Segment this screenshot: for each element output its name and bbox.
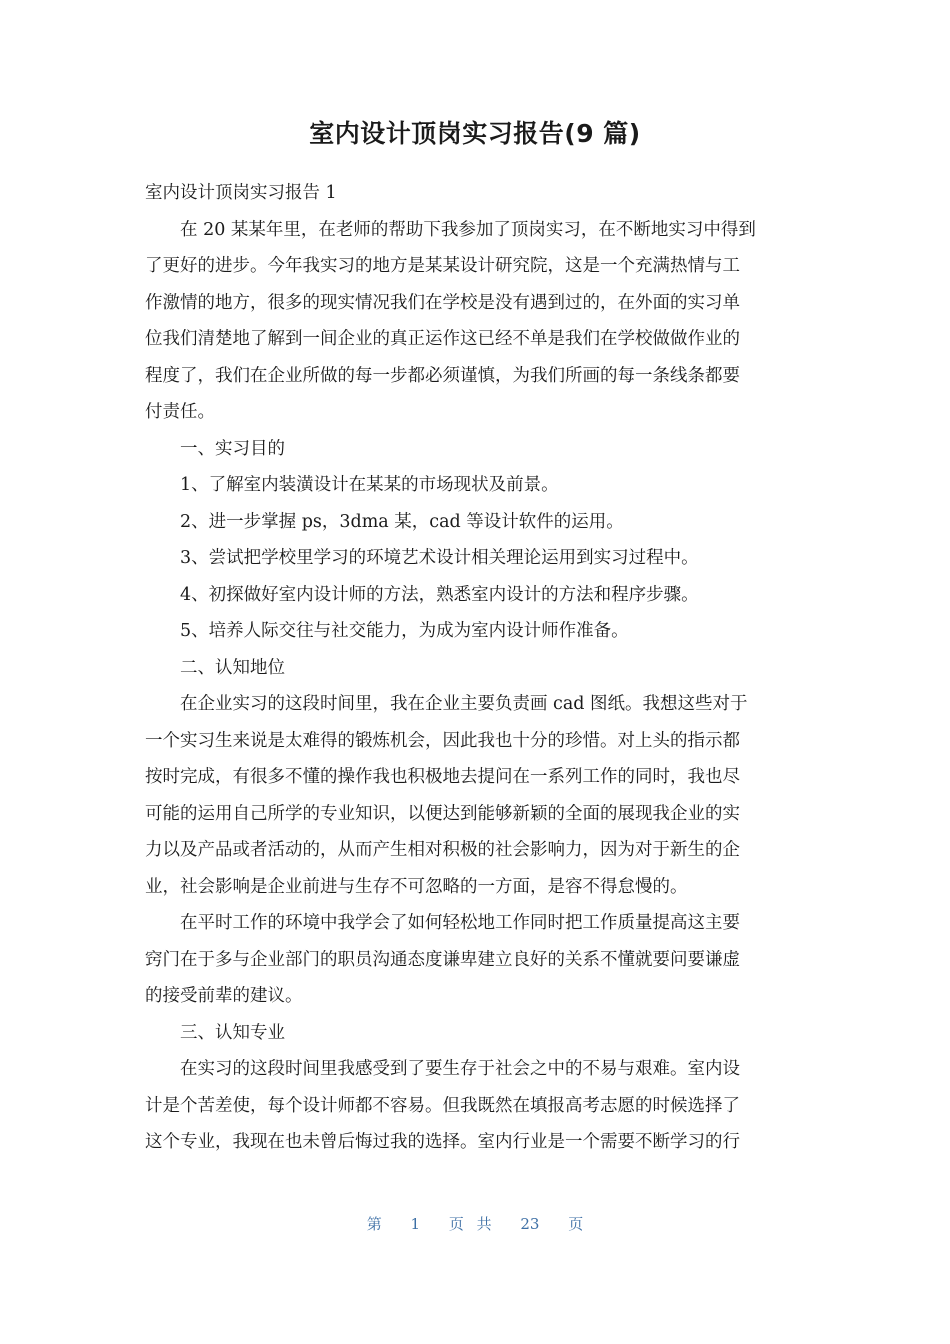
paragraph-line: 位我们清楚地了解到一间企业的真正运作这已经不单是我们在学校做做作业的 <box>145 329 740 349</box>
paragraph-line: 窍门在于多与企业部门的职员沟通态度谦卑建立良好的关系不懂就要问要谦虚 <box>145 949 740 970</box>
paragraph-line: 计是个苦差使，每个设计师都不容易。但我既然在填报高考志愿的时候选择了 <box>145 1095 740 1116</box>
footer-page-label: 第 <box>366 1215 382 1233</box>
paragraph-workplace <box>145 905 807 1015</box>
document-title: 室内设计顶岗实习报告(9 篇) <box>309 119 641 148</box>
paragraph-line: 在平时工作的环境中我学会了如何轻松地工作同时把工作质量提高这主要 <box>180 913 740 933</box>
goal-item: 2、进一步掌握 ps，3dma 某，cad 等设计软件的运用。 <box>180 511 624 532</box>
heading-purpose: 一、实习目的 <box>180 438 285 459</box>
goal-item: 4、初探做好室内设计师的方法，熟悉室内设计的方法和程序步骤。 <box>180 584 699 605</box>
paragraph-line: 作激情的地方，很多的现实情况我们在学校是没有遇到过的，在外面的实习单 <box>145 292 740 313</box>
paragraph-line: 在企业实习的这段时间里，我在企业主要负责画 cad 图纸。我想这些对于 <box>180 694 748 714</box>
footer-end-label: 页 <box>568 1215 584 1233</box>
paragraph-line: 在 20 某某年里，在老师的帮助下我参加了顶岗实习，在不断地实习中得到 <box>180 219 756 240</box>
footer-total-pages: 23 <box>520 1215 540 1233</box>
paragraph-line: 程度了，我们在企业所做的每一步都必须谨慎，为我们所画的每一条线条都要 <box>145 365 740 386</box>
paragraph-line: 一个实习生来说是太难得的锻炼机会，因此我也十分的珍惜。对上头的指示都 <box>145 730 740 751</box>
page-footer <box>0 1213 950 1234</box>
goal-item: 1、了解室内装潢设计在某某的市场现状及前景。 <box>180 475 559 495</box>
footer-total-label: 页 共 <box>448 1215 492 1233</box>
section-subtitle: 室内设计顶岗实习报告 1 <box>145 183 337 203</box>
paragraph-line: 了更好的进步。今年我实习的地方是某某设计研究院，这是一个充满热情与工 <box>145 256 740 276</box>
paragraph-line: 这个专业，我现在也未曾后悔过我的选择。室内行业是一个需要不断学习的行 <box>145 1132 740 1152</box>
goal-item: 5、培养人际交往与社交能力，为成为室内设计师作准备。 <box>180 621 629 641</box>
paragraph-intro <box>145 212 807 431</box>
paragraph-line: 付责任。 <box>145 402 215 422</box>
paragraph-line: 的接受前辈的建议。 <box>145 986 303 1006</box>
footer-current-page: 1 <box>410 1215 421 1233</box>
goal-item: 3、尝试把学校里学习的环境艺术设计相关理论运用到实习过程中。 <box>180 548 699 568</box>
paragraph-profession <box>145 1051 807 1161</box>
paragraph-position <box>145 686 807 905</box>
document-body <box>145 175 807 1161</box>
paragraph-line: 业，社会影响是企业前进与生存不可忽略的一方面，是容不得怠慢的。 <box>145 876 688 897</box>
heading-position: 二、认知地位 <box>180 657 285 678</box>
heading-profession: 三、认知专业 <box>180 1022 285 1043</box>
paragraph-line: 按时完成，有很多不懂的操作我也积极地去提问在一系列工作的同时，我也尽 <box>145 767 740 787</box>
paragraph-line: 力以及产品或者活动的，从而产生相对积极的社会影响力，因为对于新生的企 <box>145 840 740 860</box>
paragraph-line: 在实习的这段时间里我感受到了要生存于社会之中的不易与艰难。室内设 <box>180 1059 740 1079</box>
paragraph-line: 可能的运用自己所学的专业知识，以便达到能够新颖的全面的展现我企业的实 <box>145 803 740 824</box>
